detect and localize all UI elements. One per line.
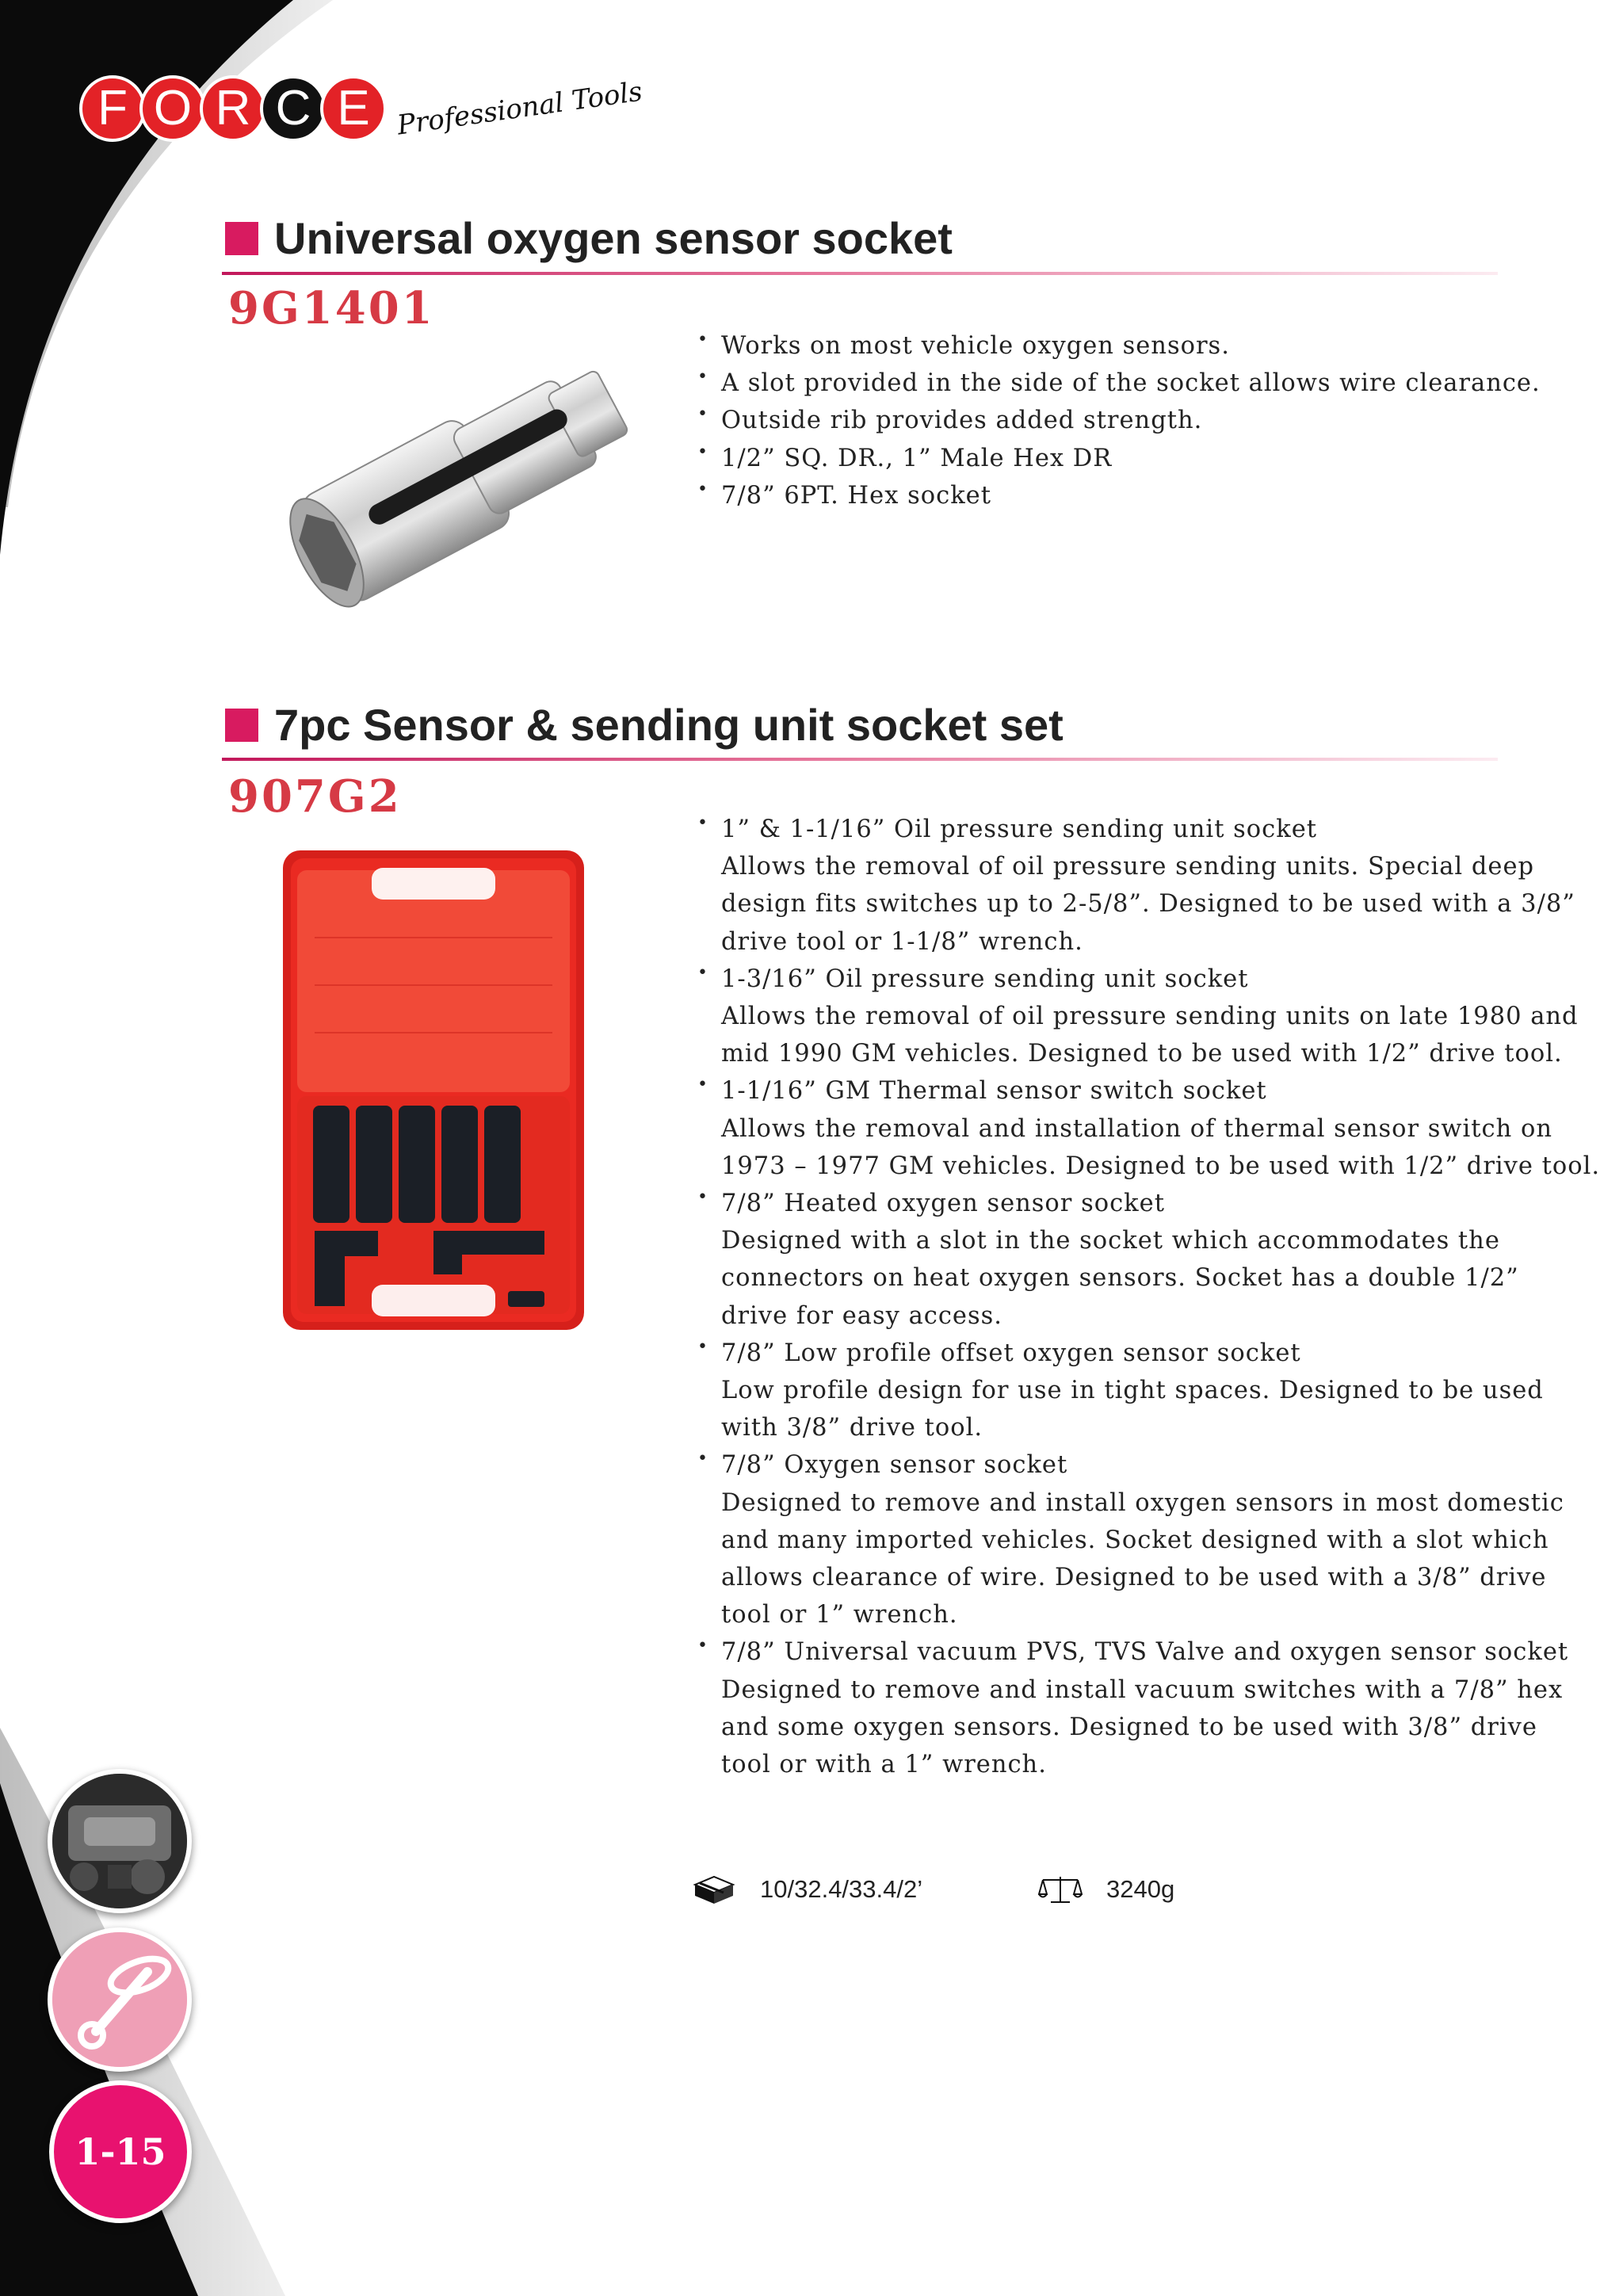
list-item: • Outside rib provides added strength. [697,404,1203,435]
socket-set-case-image [283,850,584,1330]
engine-photo-image [52,1774,187,1908]
oxygen-sensor-socket-image [258,325,670,626]
wrench-photo-image [52,1932,187,2067]
section1-rule [222,272,1498,275]
logo-tagline: Professional Tools [395,75,644,142]
item-description: Allows the removal of oil pressure sending units. Special deep [721,853,1535,881]
section1-title-text: Universal oxygen sensor socket [274,213,953,263]
carton-box-icon [692,1874,736,1905]
scale-icon [1038,1874,1083,1905]
item-description: connectors on heat oxygen sensors. Socket has a double 1/2” [721,1264,1519,1293]
section2-title-text: 7pc Sensor & sending unit socket set [274,700,1064,750]
section2-model: 907G2 [228,770,402,823]
list-item: • 7/8” 6PT. Hex socket [697,479,991,510]
item-description: Allows the removal and installation of thermal sensor switch on [721,1114,1552,1143]
item-description: design fits switches up to 2-5/8”. Designed to be used with a 3/8” [721,890,1575,919]
tools-photo-circle [48,1927,192,2072]
carton-info [692,1874,922,1905]
item-description: 1973 – 1977 GM vehicles. Designed to be used with 1/2” drive tool. [721,1152,1601,1180]
list-item: • 1” & 1-1/16” Oil pressure sending unit socket [697,813,1318,843]
weight-info [1038,1874,1174,1905]
item-description: mid 1990 GM vehicles. Designed to be used with 1/2” drive tool. [721,1040,1563,1068]
item-description: drive for easy access. [721,1301,1002,1330]
item-description: allows clearance of wire. Designed to be used with a 3/8” drive [721,1564,1547,1592]
logo-letter-o: O [139,75,206,142]
list-item: • 7/8” Universal vacuum PVS, TVS Valve and oxygen sensor socket [697,1636,1569,1667]
item-description: and some oxygen sensors. Designed to be used with 3/8” drive [721,1713,1537,1741]
section1-title [225,212,953,264]
carton-dimensions: 10/32.4/33.4/2’ [760,1875,923,1903]
title-square-icon [225,709,258,742]
item-description: tool or with a 1” wrench. [721,1751,1047,1779]
list-item: • A slot provided in the side of the socket allows wire clearance. [697,367,1541,398]
list-item: • Works on most vehicle oxygen sensors. [697,330,1230,360]
force-logo [79,75,643,142]
title-square-icon [225,222,258,255]
logo-letter-e: E [320,75,387,142]
section1-model: 9G1401 [228,282,435,334]
item-description: Designed with a slot in the socket which accommodates the [721,1227,1500,1255]
list-item: • 1/2” SQ. DR., 1” Male Hex DR [697,441,1113,472]
section1-bullet-list [697,327,1541,514]
product-weight: 3240g [1106,1875,1175,1903]
item-description: with 3/8” drive tool. [721,1414,983,1442]
section2-bullet-list [697,811,1600,1783]
item-description: Designed to remove and install vacuum switches with a 7/8” hex [721,1675,1564,1704]
list-item: • 7/8” Low profile offset oxygen sensor socket [697,1336,1301,1367]
item-description: Designed to remove and install oxygen sensors in most domestic [721,1488,1564,1517]
logo-letter-f: F [79,75,146,142]
item-description: tool or 1” wrench. [721,1601,958,1629]
list-item: • 7/8” Heated oxygen sensor socket [697,1187,1165,1218]
section2-rule [222,758,1498,761]
item-description: Allows the removal of oil pressure sending units on late 1980 and [721,1003,1579,1031]
item-description: drive tool or 1-1/8” wrench. [721,927,1083,956]
engine-photo-circle [48,1769,192,1913]
section2-title [225,699,1064,751]
item-description: Low profile design for use in tight spaces. Designed to be used [721,1377,1544,1405]
logo-letter-r: R [200,75,266,142]
page-number-badge: 1-15 [49,2080,192,2223]
list-item: • 1-1/16” GM Thermal sensor switch socket [697,1075,1267,1106]
list-item: • 1-3/16” Oil pressure sending unit socket [697,962,1249,993]
list-item: • 7/8” Oxygen sensor socket [697,1449,1068,1480]
logo-letter-c: C [260,75,327,142]
item-description: and many imported vehicles. Socket designed with a slot which [721,1526,1549,1554]
